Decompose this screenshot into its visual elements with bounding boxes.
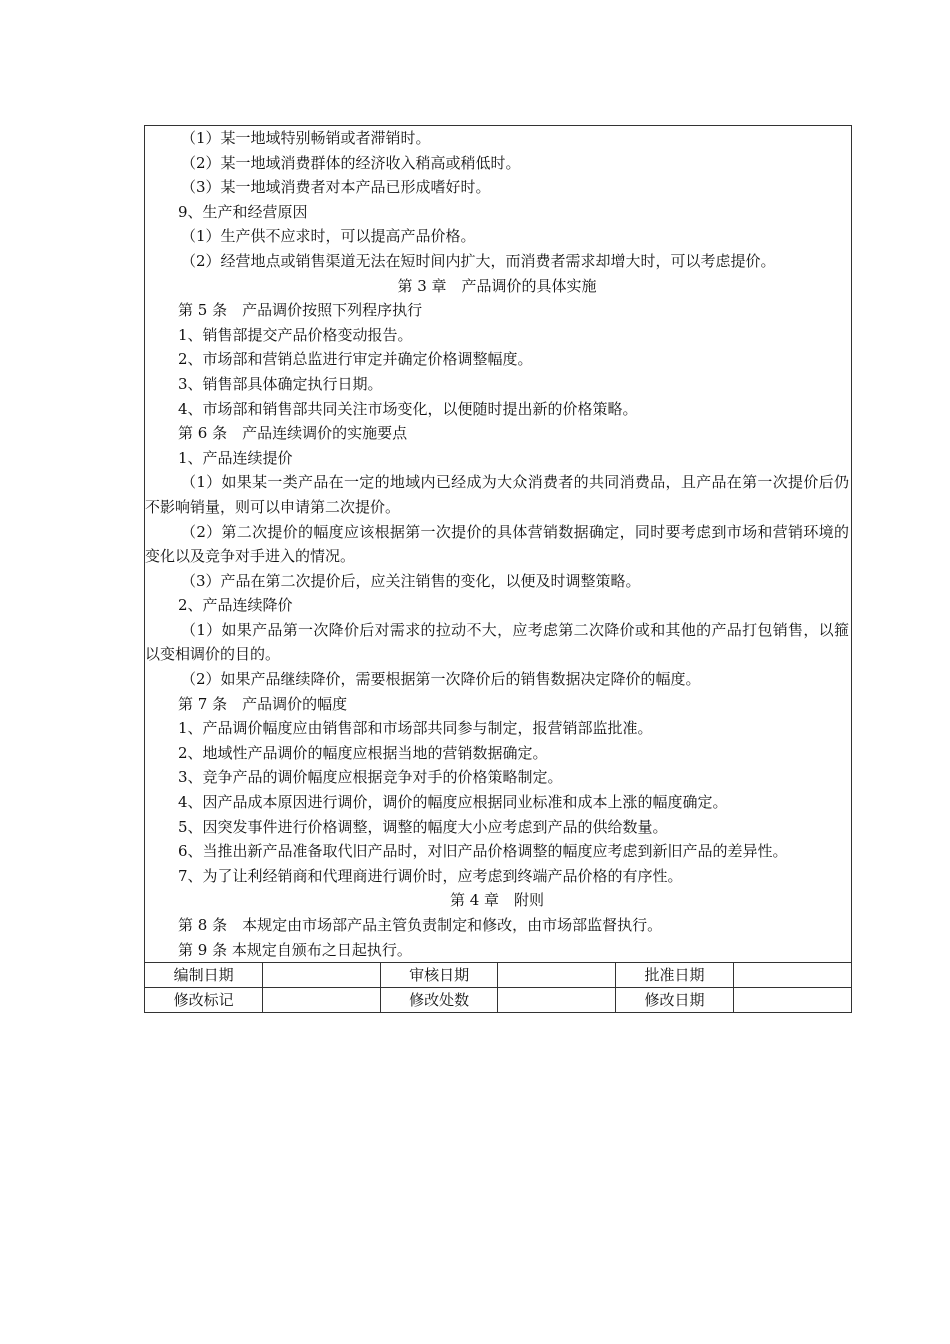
table-cell-value (263, 963, 381, 988)
list-item: 2、地域性产品调价的幅度应根据当地的营销数据确定。 (178, 743, 548, 762)
list-item: 1、产品调价幅度应由销售部和市场部共同参与制定，报营销部监批准。 (178, 719, 653, 738)
table-cell-value (498, 988, 616, 1013)
text-line: （3）某一地域消费者对本产品已形成嗜好时。 (181, 178, 491, 197)
list-item: 6、当推出新产品准备取代旧产品时，对旧产品价格调整的幅度应考虑到新旧产品的差异性。 (178, 842, 788, 861)
article-heading: 第 5 条 产品调价按照下列程序执行 (178, 301, 423, 320)
signoff-table (145, 962, 851, 1012)
document-body (145, 126, 851, 962)
table-cell-value (733, 963, 851, 988)
list-item: 2、市场部和营销总监进行审定并确定价格调整幅度。 (178, 350, 533, 369)
text-line: （1）某一地域特别畅销或者滞销时。 (181, 129, 431, 147)
text-line: （2）经营地点或销售渠道无法在短时间内扩大，而消费者需求却增大时，可以考虑提价。 (181, 251, 776, 270)
document-frame (144, 125, 852, 1013)
table-cell-label: 修改标记 (145, 988, 263, 1013)
list-item: 7、为了让利经销商和代理商进行调价时，应考虑到终端产品价格的有序性。 (178, 866, 683, 885)
list-item: 4、市场部和销售部共同关注市场变化，以便随时提出新的价格策略。 (178, 399, 638, 418)
chapter-heading: 第 3 章 产品调价的具体实施 (397, 276, 597, 295)
text-line: （2）某一地域消费群体的经济收入稍高或稍低时。 (181, 153, 521, 172)
table-cell-label: 批准日期 (616, 963, 734, 988)
table-cell-value (498, 963, 616, 988)
section-heading: 9、生产和经营原因 (178, 202, 308, 221)
list-item: 3、竞争产品的调价幅度应根据竞争对手的价格策略制定。 (178, 768, 563, 787)
list-item: 5、因突发事件进行价格调整，调整的幅度大小应考虑到产品的供给数量。 (178, 817, 668, 836)
list-item: 3、销售部具体确定执行日期。 (178, 374, 383, 393)
article-heading: 第 8 条 本规定由市场部产品主管负责制定和修改，由市场部监督执行。 (178, 916, 663, 934)
text-line: （2）如果产品继续降价，需要根据第一次降价后的销售数据决定降价的幅度。 (181, 670, 701, 689)
section-heading: 1、产品连续提价 (178, 448, 293, 467)
article-heading: 第 9 条 本规定自颁布之日起执行。 (178, 940, 412, 959)
table-cell-label: 修改日期 (616, 988, 734, 1013)
article-heading: 第 6 条 产品连续调价的实施要点 (178, 424, 408, 443)
table-cell-label: 审核日期 (380, 963, 498, 988)
table-cell-label: 修改处数 (380, 988, 498, 1013)
table-cell-label: 编制日期 (145, 963, 263, 988)
paragraph: （2）第二次提价的幅度应该根据第一次提价的具体营销数据确定，同时要考虑到市场和营销环境的变化以及竞争对手进入的情况。 (145, 522, 849, 566)
paragraph: （1）如果产品第一次降价后对需求的拉动不大，应考虑第二次降价或和其他的产品打包销售，以箍以变相调价的目的。 (145, 620, 849, 664)
table-cell-value (263, 988, 381, 1013)
text-line: （1）生产供不应求时，可以提高产品价格。 (181, 227, 476, 246)
article-heading: 第 7 条 产品调价的幅度 (178, 694, 348, 713)
text-line: （3）产品在第二次提价后，应关注销售的变化，以便及时调整策略。 (181, 571, 641, 590)
list-item: 1、销售部提交产品价格变动报告。 (178, 325, 413, 344)
paragraph: （1）如果某一类产品在一定的地域内已经成为大众消费者的共同消费品，且产品在第一次提价后仍不影响销量，则可以申请第二次提价。 (145, 473, 849, 516)
table-row (145, 963, 851, 988)
list-item: 4、因产品成本原因进行调价，调价的幅度应根据同业标准和成本上涨的幅度确定。 (178, 793, 728, 812)
table-row (145, 988, 851, 1013)
chapter-heading: 第 4 章 附则 (449, 891, 545, 910)
table-cell-value (733, 988, 851, 1013)
section-heading: 2、产品连续降价 (178, 596, 293, 615)
